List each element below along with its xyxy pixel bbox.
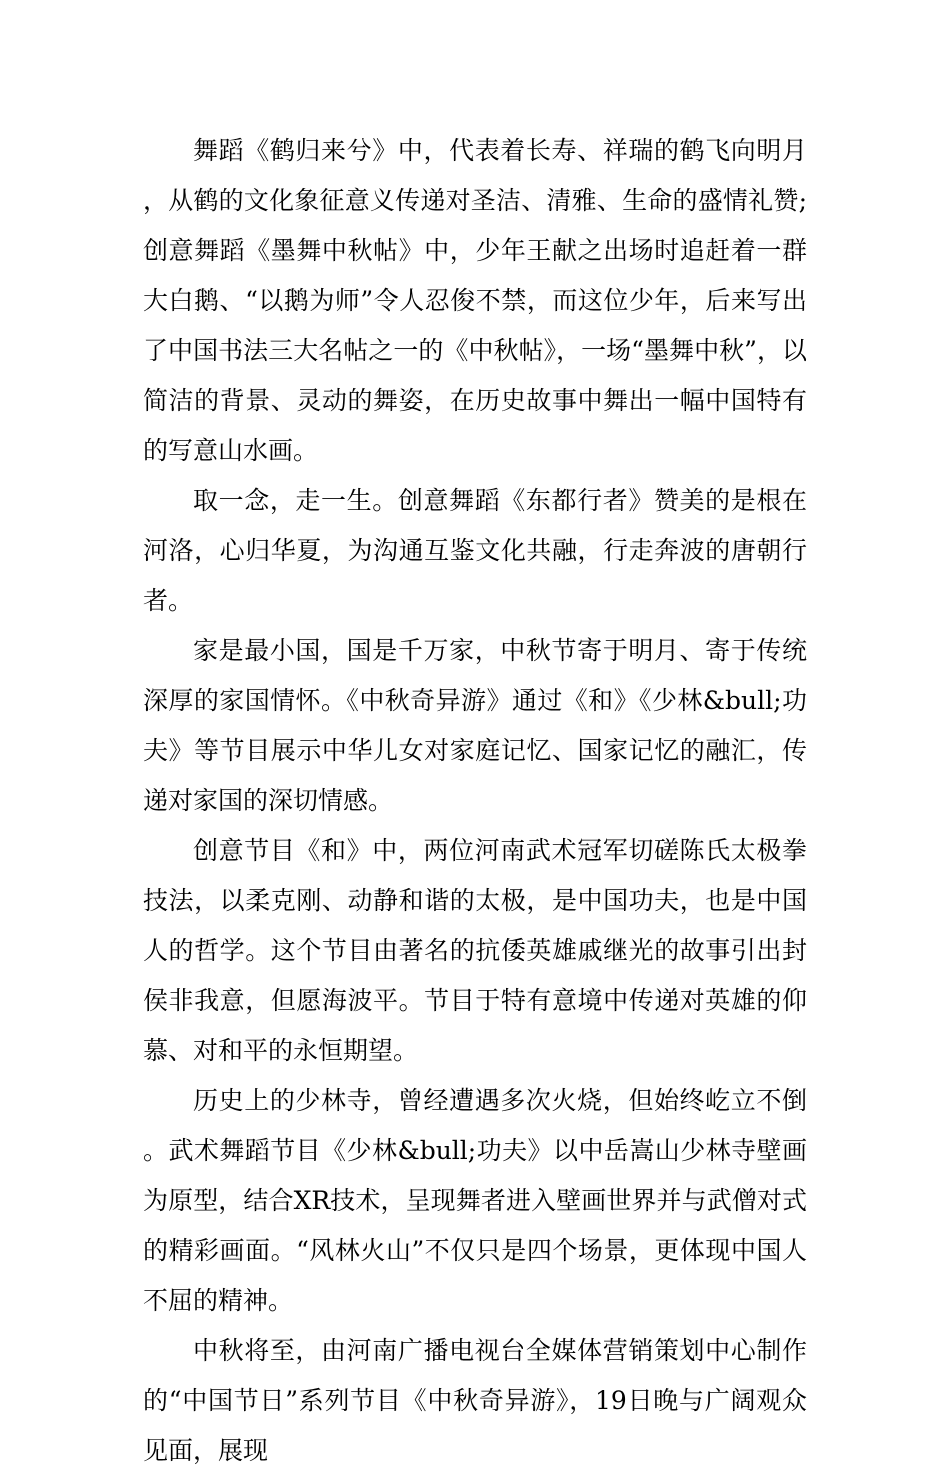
document-body [143, 126, 807, 1476]
paragraph-crane-and-calligraphy-dance: 舞蹈《鹤归来兮》中，代表着长寿、祥瑞的鹤飞向明月，从鹤的文化象征意义传递对圣洁、清雅、生命的盛情礼赞;创意舞蹈《墨舞中秋帖》中，少年王献之出场时追赶着一群大白鹅、“以鹅为师”令人忍俊不禁，而这位少年，后来写出了中国书法三大名帖之一的《中秋帖》，一场“墨舞中秋”，以简洁的背景、灵动的舞姿，在历史故事中舞出一幅中国特有的写意山水画。 [143, 136, 807, 465]
paragraph-family-and-nation: 家是最小国，国是千万家，中秋节寄于明月、寄于传统深厚的家国情怀。《中秋奇异游》通过《和》《少林&bull;功夫》等节目展示中华儿女对家庭记忆、国家记忆的融汇，传递对家国的深切情感。 [143, 636, 807, 815]
paragraph-shaolin-kungfu: 历史上的少林寺，曾经遭遇多次火烧，但始终屹立不倒。武术舞蹈节目《少林&bull;功夫》以中岳嵩山少林寺壁画为原型，结合XR技术，呈现舞者进入壁画世界并与武僧对式的精彩画面。“风林火山”不仅只是四个场景，更体现中国人不屈的精神。 [143, 1086, 807, 1315]
paragraph-taichi-program: 创意节目《和》中，两位河南武术冠军切磋陈氏太极拳技法，以柔克刚、动静和谐的太极，是中国功夫，也是中国人的哲学。这个节目由著名的抗倭英雄戚继光的故事引出封侯非我意，但愿海波平。节目于特有意境中传递对英雄的仰慕、对和平的永恒期望。 [143, 836, 807, 1065]
paragraph-mid-autumn-show-intro: 中秋将至，由河南广播电视台全媒体营销策划中心制作的“中国节日”系列节目《中秋奇异游》，19日晚与广阔观众见面，展现 [143, 1336, 807, 1465]
paragraph-eastern-capital-traveler: 取一念，走一生。创意舞蹈《东都行者》赞美的是根在河洛，心归华夏，为沟通互鉴文化共融，行走奔波的唐朝行者。 [143, 486, 807, 615]
